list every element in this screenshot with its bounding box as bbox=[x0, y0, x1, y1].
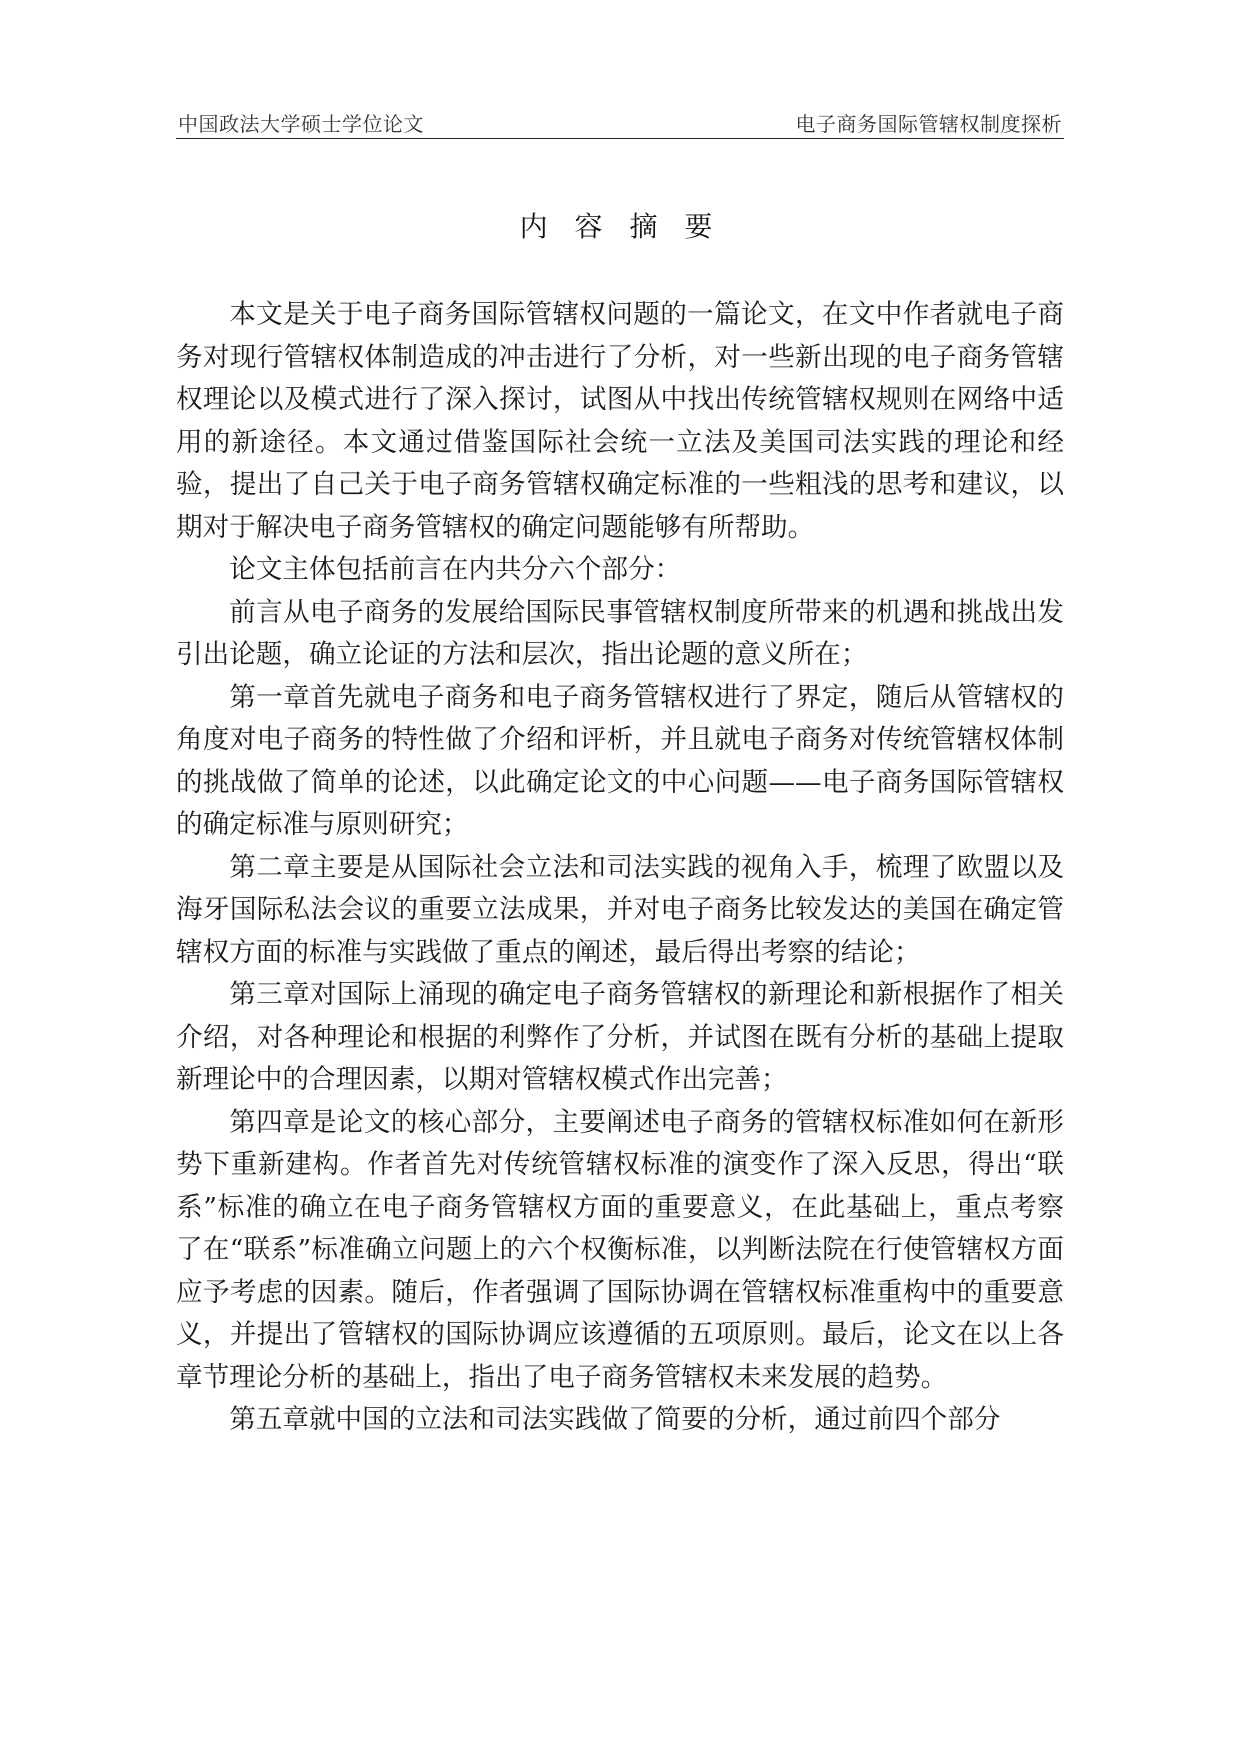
paragraph-chapter-2: 第二章主要是从国际社会立法和司法实践的视角入手，梳理了欧盟以及海牙国际私法会议的重要立法成果，并对电子商务比较发达的美国在确定管辖权方面的标准与实践做了重点的阐述，最后得出考察的结论； bbox=[176, 851, 1064, 968]
paragraph-chapter-5: 第五章就中国的立法和司法实践做了简要的分析，通过前四个部分 bbox=[229, 1404, 1001, 1435]
header-thesis-title: 电子商务国际管辖权制度探析 bbox=[795, 112, 1062, 136]
abstract-body bbox=[176, 294, 1064, 1442]
paragraph-preface: 前言从电子商务的发展给国际民事管辖权制度所带来的机遇和挑战出发引出论题，确立论证的方法和层次，指出论题的意义所在； bbox=[176, 596, 1064, 670]
header-university-title: 中国政法大学硕士学位论文 bbox=[178, 112, 424, 136]
paragraph-chapter-4: 第四章是论文的核心部分，主要阐述电子商务的管辖权标准如何在新形势下重新建构。作者首先对传统管辖权标准的演变作了深入反思，得出“联系”标准的确立在电子商务管辖权方面的重要意义，在此基础上，重点考察了在“联系”标准确立问题上的六个权衡标准，以判断法院在行使管辖权方面应予考虑的因素。随后，作者强调了国际协调在管辖权标准重构中的重要意义，并提出了管辖权的国际协调应该遵循的五项原则。最后，论文在以上各章节理论分析的基础上，指出了电子商务管辖权未来发展的趋势。 bbox=[176, 1106, 1064, 1393]
paragraph-intro: 本文是关于电子商务国际管辖权问题的一篇论文，在文中作者就电子商务对现行管辖权体制造成的冲击进行了分析，对一些新出现的电子商务管辖权理论以及模式进行了深入探讨，试图从中找出传统管辖权规则在网络中适用的新途径。本文通过借鉴国际社会统一立法及美国司法实践的理论和经验，提出了自己关于电子商务管辖权确定标准的一些粗浅的思考和建议，以期对于解决电子商务管辖权的确定问题能够有所帮助。 bbox=[176, 299, 1064, 543]
running-header bbox=[176, 104, 1064, 139]
paragraph-structure: 论文主体包括前言在内共分六个部分： bbox=[229, 554, 682, 585]
paragraph-chapter-1: 第一章首先就电子商务和电子商务管辖权进行了界定，随后从管辖权的角度对电子商务的特性做了介绍和评析，并且就电子商务对传统管辖权体制的挑战做了简单的论述，以此确定论文的中心问题——电子商务国际管辖权的确定标准与原则研究； bbox=[176, 681, 1064, 840]
paragraph-chapter-3: 第三章对国际上涌现的确定电子商务管辖权的新理论和新根据作了相关介绍，对各种理论和根据的利弊作了分析，并试图在既有分析的基础上提取新理论中的合理因素，以期对管辖权模式作出完善； bbox=[176, 979, 1064, 1095]
abstract-heading: 内 容 摘 要 bbox=[519, 210, 722, 243]
